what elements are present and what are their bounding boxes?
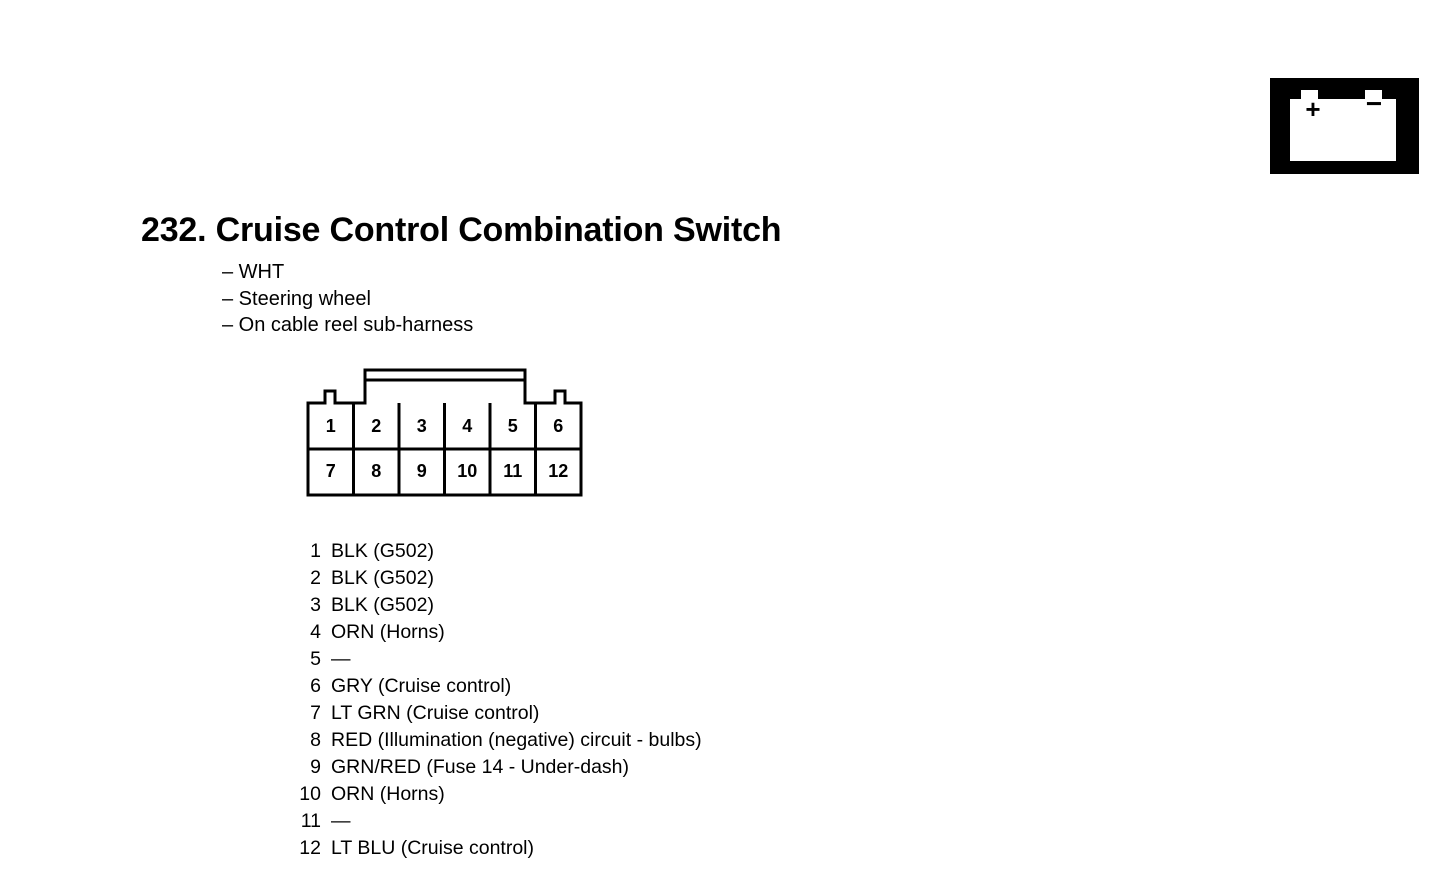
pin-number: 11 <box>300 810 321 832</box>
pin-row <box>296 619 702 646</box>
pin-description: GRN/RED (Fuse 14 - Under-dash) <box>331 756 630 778</box>
pin-description: GRY (Cruise control) <box>331 675 512 697</box>
pin-description: RED (Illumination (negative) circuit - bulbs) <box>331 729 702 751</box>
battery-minus-sign: − <box>1365 88 1383 119</box>
pin-number: 8 <box>310 729 321 751</box>
battery-icon <box>1270 78 1419 174</box>
pin-row <box>296 781 702 808</box>
pin-row <box>296 646 702 673</box>
pin-cell-label: 12 <box>548 461 569 481</box>
pin-description: — <box>331 810 351 832</box>
pin-description: BLK (G502) <box>331 567 434 589</box>
pin-row <box>296 727 702 754</box>
pin-row <box>296 592 702 619</box>
pin-description: LT GRN (Cruise control) <box>331 702 540 724</box>
pin-row <box>296 700 702 727</box>
pin-cell-label: 6 <box>553 416 564 436</box>
pin-row <box>296 808 702 835</box>
pin-cell-label: 5 <box>507 416 518 436</box>
pin-row <box>296 673 702 700</box>
pin-description: — <box>331 648 351 670</box>
pin-cell-label: 8 <box>371 461 382 481</box>
note-harness: – On cable reel sub-harness <box>222 314 474 336</box>
battery-badge <box>1270 78 1419 174</box>
pin-description: LT BLU (Cruise control) <box>331 837 535 859</box>
pin-number: 10 <box>299 783 321 805</box>
pin-description: BLK (G502) <box>331 594 434 616</box>
pin-cell-label: 1 <box>325 416 336 436</box>
note-color: – WHT <box>222 261 285 283</box>
pin-number: 6 <box>310 675 321 697</box>
pin-number: 4 <box>310 621 321 643</box>
pin-number: 7 <box>310 702 321 724</box>
pin-number: 1 <box>310 540 321 562</box>
pin-cell-label: 11 <box>503 461 523 481</box>
connector-notes <box>222 259 473 339</box>
pin-description: BLK (G502) <box>331 540 434 562</box>
pin-row <box>296 565 702 592</box>
pin-number: 2 <box>310 567 321 589</box>
pin-cell-label: 4 <box>462 416 473 436</box>
connector-diagram <box>300 365 590 510</box>
pin-number: 5 <box>310 648 321 670</box>
pin-cell-label: 9 <box>416 461 427 481</box>
pin-row <box>296 835 702 862</box>
pin-cell-label: 7 <box>325 461 336 481</box>
pin-cell-label: 2 <box>371 416 382 436</box>
note-location: – Steering wheel <box>222 287 371 310</box>
pin-row <box>296 538 702 565</box>
page-title: 232. Cruise Control Combination Switch <box>141 211 782 249</box>
pin-row <box>296 754 702 781</box>
pin-number: 12 <box>299 837 321 859</box>
pin-list <box>296 538 702 862</box>
pin-description: ORN (Horns) <box>331 621 445 643</box>
connector-face <box>300 365 590 505</box>
pin-cell-label: 10 <box>457 461 478 481</box>
pin-number: 9 <box>310 756 321 778</box>
pin-number: 3 <box>310 594 321 616</box>
pin-cell-label: 3 <box>416 416 427 436</box>
pin-description: ORN (Horns) <box>331 783 445 805</box>
battery-plus-sign: + <box>1305 94 1321 124</box>
